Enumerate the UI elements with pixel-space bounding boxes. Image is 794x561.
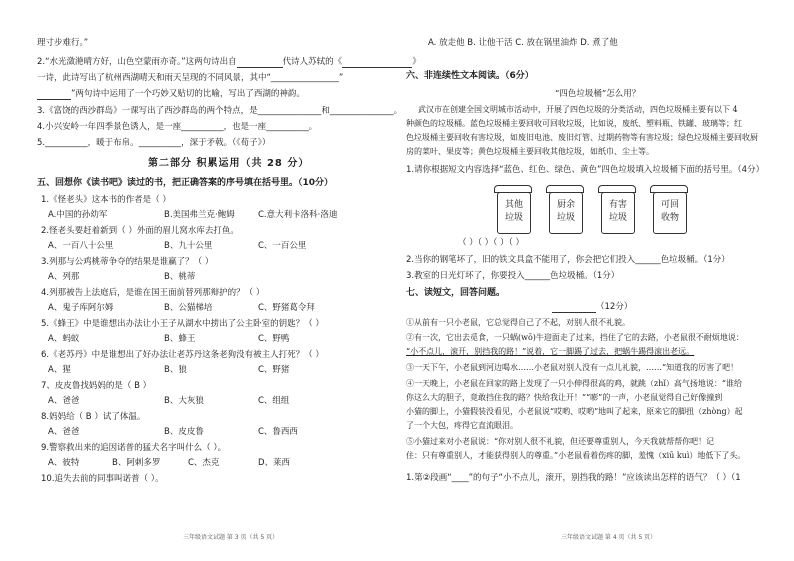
article-title: “四色垃圾桶”怎么用？	[555, 89, 641, 99]
q3-text: 3.列那与公鸡桃蒂争夺的结果是谁赢了？（ ）	[41, 257, 214, 267]
story-line: ③一天下午，小老鼠到河边喝水……小老鼠对别人没有一点儿礼貌，……“知道我的厉害了吧！	[406, 363, 739, 372]
bin-label: 有害	[608, 200, 627, 210]
q9-opt-a: A、彼特	[48, 458, 80, 468]
q2-opt-c: C、一百公里	[258, 241, 307, 251]
q6-opt-c: C、野猪	[258, 365, 290, 375]
bin-recyclable	[653, 192, 687, 234]
bin-label: 垃圾	[608, 213, 627, 223]
q8-opt-a: A、爸爸	[48, 427, 80, 437]
story-line: 了一个大包，疼得它直流眼泪。	[406, 421, 518, 430]
story-line: ②有一次，它出去觅食，一只蜗(wō)牛迎面走了过来，挡住了它的去路，小老鼠很不耐烦地说：	[406, 333, 744, 342]
story-score: （12分）	[596, 302, 633, 312]
story-line: 小猫的脚上，小猫假装没看见，小老鼠说“哎哟、哎哟”地叫了起来，原来它的脚扭（zhòng）起	[406, 407, 743, 416]
article-line: 色垃圾桶主要回收有害垃圾，如废旧电池、废旧灯管、过期药物等有害垃圾；绿色垃圾桶主要回收厨	[406, 133, 758, 142]
q4-opt-b: B、公猫梯培	[164, 303, 213, 313]
q10-options: A. 放走他 B. 让他干活 C. 放在锅里油炸 D. 煮了他	[428, 38, 618, 48]
q6-opt-b: B、狼	[164, 365, 187, 375]
question-4: 4.小兴安岭一年四季景色诱人，是一座__________，也是一座__________。	[37, 122, 318, 132]
q9-text: 9.警察救出来的追因诺普的猛犬名字叫什么（ ）。	[41, 443, 227, 453]
q5-opt-a: A、蚂蚁	[48, 334, 80, 344]
bin-hazardous	[601, 192, 635, 234]
story-line: ④一天晚上，小老鼠在回家的路上发现了一只小伸得很高的鸡，就跳（zhǐ）高气扬地说：“谁给	[406, 379, 743, 388]
q2-opt-a: A、一百八十公里	[48, 241, 114, 251]
q2-text: 2.怪老头要赶着新到（ ）外面的眉儿窝水库去打鱼。	[41, 226, 239, 236]
q5-text: 5.《蜂王》中是谁想出办法让小王子从湖水中捞出了公主卧室的钥匙？（ ）	[41, 319, 324, 329]
section-6-title: 六、非连续性文本阅读。（6分）	[406, 71, 534, 81]
bin-kitchen	[549, 192, 583, 234]
q1-opt-c: C.意大利卡洛科·洛迪	[258, 210, 338, 220]
bin-answer-brackets: （ ）（ ）（ ）（ ）	[458, 238, 525, 248]
q1-opt-b: B.美国弗兰克·鲍姆	[164, 210, 235, 220]
question-2-cont: 一诗，此诗写出了杭州西湖晴天和雨天呈现的不同风景，其中“________________”	[37, 73, 344, 83]
question-5: 5.__________，暖于布帛。__________，深于矛戟。（《荀子》）	[37, 138, 271, 148]
q6-text: 6.《老苏丹》中是谁想出了好办法让老苏丹这条老狗没有被主人打死？（ ）	[41, 350, 324, 360]
q6-2-text: 2.当你的钢笔坏了，旧的铁文具盒不能用了，你会把它们投入______色垃圾桶。（1分）	[406, 255, 730, 265]
story-line: ⑤小猫过来对小老鼠说：“你对别人很不礼貌，但还要尊重别人，今天我就帮帮你吧！记	[406, 437, 715, 446]
q10-text: 10.追失去前的同事叫诺普（ ）。	[41, 474, 164, 484]
part-title: 第二部分 积累运用（共 28 分）	[148, 158, 310, 169]
text-line: 理寸步难行。”	[37, 38, 89, 48]
story-line: ①从前有一只小老鼠，它总觉得自己了不起，对别人很不礼貌。	[406, 318, 630, 327]
question-2-cont2: ”两句诗中运用了一个巧妙又贴切的比喻，写出了西湖的神韵。	[37, 88, 305, 100]
q3-opt-b: B、桃蒂	[164, 272, 196, 282]
story-line: 住：只有尊重别人，才能获得别人的尊重。”小老鼠看着伤疼的脚，羞愧（xiū kuì）地低下了头。	[406, 451, 746, 460]
q6-3-text: 3.教室的日光灯坏了，你要投入______色垃圾桶。（1分）	[406, 271, 620, 281]
question-3: 3.《富饶的西沙群岛》一课写出了西沙群岛的两个特点，是_______________和_______________。	[37, 106, 403, 116]
q7-opt-a: A、爸爸	[48, 396, 80, 406]
story-line-underlined: “小不点儿，滚开，别挡我的路！”说着，它一脚踢了过去，把蜗牛踢得滚出老远。	[406, 347, 695, 356]
q7-text: 7、皮皮鲁找妈妈的是（ B ）	[41, 381, 152, 391]
q8-opt-c: C、鲁西西	[258, 427, 298, 437]
q6-1-text: 1.请你根据短文内容选择“蓝色、红色、绿色、黄色”四色垃圾填入垃圾桶下面的括号里。（4分）	[406, 165, 765, 175]
q9-opt-c: C、杰克	[188, 458, 220, 468]
q4-opt-a: A、鬼子库阿尔姆	[48, 303, 114, 313]
bin-label: 其他	[504, 200, 523, 210]
section-5-title: 五、回想你《读书吧》读过的书，把正确答案的序号填在括号里。（10分）	[37, 178, 334, 188]
q9-opt-d: D、莱西	[258, 458, 291, 468]
bin-other	[497, 192, 531, 234]
article-line: 房的菜叶、果皮等；黄色垃圾桶主要回收其他垃圾，如纸巾、尘土等。	[406, 147, 654, 156]
article-line: 种颜色的垃圾桶。蓝色垃圾桶主要回收可回收垃圾，比如说，废纸、塑料瓶、铁罐、玻璃等；红	[406, 119, 742, 128]
q5-opt-b: B、蜂王	[164, 334, 196, 344]
q9-opt-b: B、阿剌多罗	[112, 458, 161, 468]
question-2: 2.“水光潋滟晴方好，山色空蒙雨亦奇。”这两句诗出自 代诗人苏轼的《 》	[37, 57, 421, 67]
q7-1-text: 1.第②段画“____”的句子“小不点儿，滚开，别挡我的路！”应该读出怎样的语气？（ ）（1	[406, 473, 741, 483]
q4-opt-c: C、野猪葛令拜	[258, 303, 315, 313]
story-title	[552, 301, 632, 313]
q4-text: 4.列那被告上法庭后，是谁在国王面前替列那辩护的？（ ）	[41, 288, 265, 298]
q1-opt-a: A.中国的孙幼军	[48, 210, 108, 220]
q8-text: 8.妈妈给（ B ）试了体温。	[41, 412, 146, 422]
q2-opt-b: B、九十公里	[164, 241, 213, 251]
q3-opt-a: A、列那	[48, 272, 80, 282]
q5-opt-c: C、野鸭	[258, 334, 290, 344]
page-footer-right: 三年级语文试题 第 4 页（共 5 页）	[561, 534, 657, 541]
q6-opt-a: A、猩	[48, 365, 71, 375]
bin-label: 厨余	[556, 200, 575, 210]
bin-label: 可回	[660, 200, 679, 210]
story-line: 你这么大的胆子，竟敢挡住我的路？快给我让开！”“嘭”的一声，小老鼠觉得自己好像撞到	[406, 393, 723, 402]
q7-opt-b: B、大灰狼	[164, 396, 204, 406]
q7-opt-c: C、组组	[258, 396, 290, 406]
article-line: 武汉市在创建全国文明城市活动中，开展了四色垃圾的分类活动，四色垃圾桶主要有以下 4	[418, 105, 738, 114]
bin-label: 垃圾	[504, 213, 523, 223]
q1-text: 1.《怪老头》这本书的作者是（ ）	[41, 195, 171, 205]
bin-label: 收物	[660, 213, 679, 223]
page-footer-left: 三年级语文试题 第 3 页（共 5 页）	[183, 534, 279, 541]
q8-opt-b: B、皮皮鲁	[164, 427, 204, 437]
bin-label: 垃圾	[556, 213, 575, 223]
section-7-title: 七、读短文，回答问题。	[406, 288, 506, 298]
